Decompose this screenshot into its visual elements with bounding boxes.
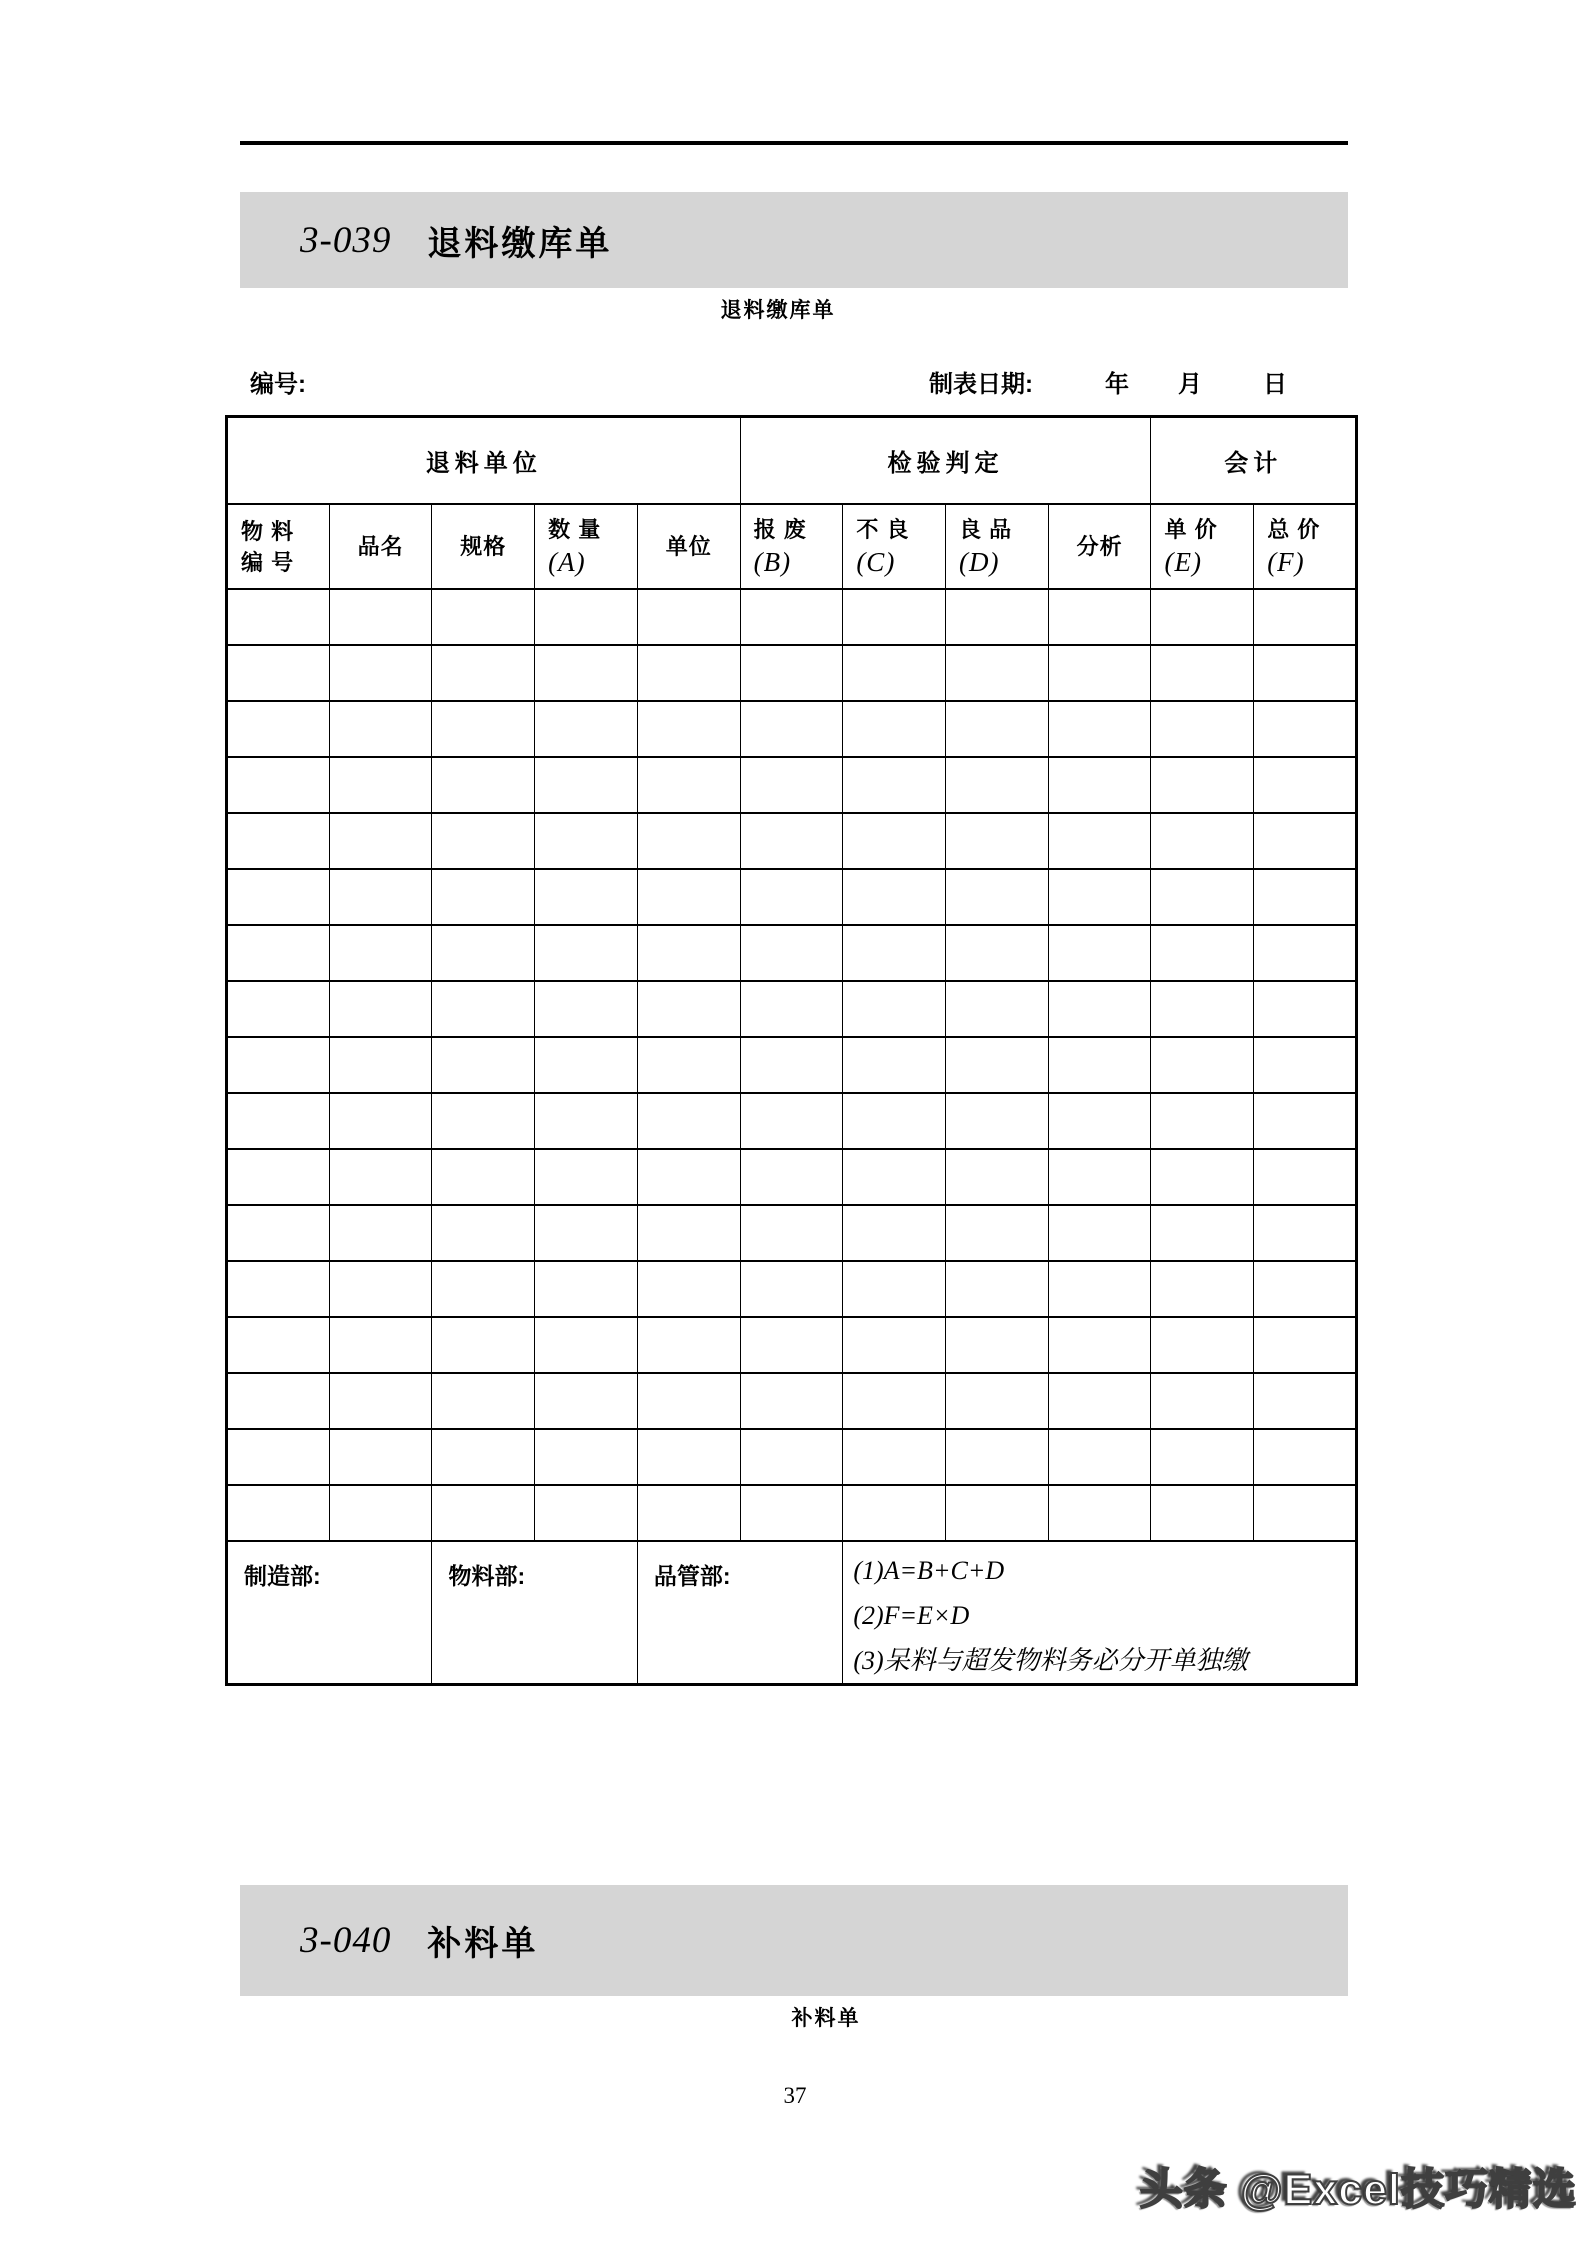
empty-cell bbox=[1254, 1093, 1357, 1149]
empty-cell bbox=[1254, 1149, 1357, 1205]
empty-cell bbox=[227, 701, 330, 757]
empty-cell bbox=[1048, 1093, 1151, 1149]
empty-cell bbox=[1048, 869, 1151, 925]
col-header-scrap-b: 报 废 (B) bbox=[740, 504, 843, 589]
empty-cell bbox=[1151, 869, 1254, 925]
empty-cell bbox=[1151, 1093, 1254, 1149]
empty-cell bbox=[329, 1485, 432, 1541]
empty-cell bbox=[946, 1373, 1049, 1429]
col-header-spec: 规格 bbox=[432, 504, 535, 589]
empty-cell bbox=[1151, 1485, 1254, 1541]
empty-cell bbox=[535, 645, 638, 701]
section-code: 3-040 bbox=[300, 1920, 392, 1961]
empty-cell bbox=[1151, 1149, 1254, 1205]
empty-cell bbox=[329, 1205, 432, 1261]
group-header-row bbox=[227, 417, 1357, 505]
column-header-row bbox=[227, 504, 1357, 589]
empty-cell bbox=[1254, 589, 1357, 645]
empty-cell bbox=[637, 981, 740, 1037]
empty-cell bbox=[843, 1317, 946, 1373]
empty-cell bbox=[432, 757, 535, 813]
empty-cell bbox=[843, 589, 946, 645]
empty-cell bbox=[1048, 645, 1151, 701]
empty-cell bbox=[432, 981, 535, 1037]
empty-cell bbox=[227, 645, 330, 701]
empty-cell bbox=[432, 701, 535, 757]
empty-cell bbox=[1151, 1205, 1254, 1261]
empty-cell bbox=[740, 645, 843, 701]
empty-cell bbox=[1254, 701, 1357, 757]
empty-cell bbox=[1254, 1261, 1357, 1317]
section-heading-3-039 bbox=[240, 192, 1348, 288]
empty-cell bbox=[227, 981, 330, 1037]
empty-cell bbox=[740, 701, 843, 757]
empty-cell bbox=[740, 1037, 843, 1093]
empty-cell bbox=[227, 869, 330, 925]
empty-cell bbox=[1254, 925, 1357, 981]
empty-cell bbox=[329, 869, 432, 925]
empty-cell bbox=[227, 925, 330, 981]
quality-dept-label: 品管部: bbox=[637, 1541, 842, 1685]
empty-cell bbox=[1048, 1205, 1151, 1261]
table-row bbox=[227, 589, 1357, 645]
empty-cell bbox=[946, 925, 1049, 981]
empty-cell bbox=[1151, 925, 1254, 981]
empty-cell bbox=[637, 1317, 740, 1373]
empty-cell bbox=[843, 1373, 946, 1429]
empty-cell bbox=[227, 1317, 330, 1373]
empty-cell bbox=[432, 1261, 535, 1317]
empty-cell bbox=[535, 1373, 638, 1429]
col-header-item-name: 品名 bbox=[329, 504, 432, 589]
empty-cell bbox=[946, 1485, 1049, 1541]
group-inspection: 检验判定 bbox=[740, 417, 1151, 505]
empty-cell bbox=[1048, 1261, 1151, 1317]
empty-cell bbox=[1048, 925, 1151, 981]
empty-cell bbox=[740, 589, 843, 645]
form-title: 退料缴库单 bbox=[720, 299, 836, 322]
empty-cell bbox=[946, 1429, 1049, 1485]
empty-cell bbox=[637, 645, 740, 701]
empty-cell bbox=[637, 813, 740, 869]
empty-cell bbox=[1254, 1037, 1357, 1093]
empty-cell bbox=[1048, 1037, 1151, 1093]
empty-cell bbox=[637, 1373, 740, 1429]
empty-cell bbox=[1151, 701, 1254, 757]
date-label: 制表日期: bbox=[929, 371, 1033, 398]
empty-cell bbox=[637, 1261, 740, 1317]
empty-cell bbox=[843, 1429, 946, 1485]
empty-cell bbox=[946, 701, 1049, 757]
empty-cell bbox=[329, 701, 432, 757]
empty-cell bbox=[1048, 1485, 1151, 1541]
empty-cell bbox=[637, 1149, 740, 1205]
empty-cell bbox=[227, 1205, 330, 1261]
empty-cell bbox=[432, 589, 535, 645]
empty-cell bbox=[432, 1205, 535, 1261]
empty-cell bbox=[432, 813, 535, 869]
empty-cell bbox=[329, 925, 432, 981]
empty-cell bbox=[637, 1485, 740, 1541]
empty-cell bbox=[535, 1093, 638, 1149]
empty-cell bbox=[843, 925, 946, 981]
table-row bbox=[227, 1429, 1357, 1485]
empty-cell bbox=[329, 1373, 432, 1429]
empty-cell bbox=[227, 589, 330, 645]
empty-cell bbox=[432, 925, 535, 981]
table-row bbox=[227, 1037, 1357, 1093]
table-row bbox=[227, 1149, 1357, 1205]
page-number: 37 bbox=[783, 2083, 807, 2108]
empty-cell bbox=[637, 589, 740, 645]
empty-cell bbox=[535, 1317, 638, 1373]
empty-cell bbox=[1048, 813, 1151, 869]
empty-cell bbox=[535, 1429, 638, 1485]
empty-cell bbox=[1151, 981, 1254, 1037]
empty-cell bbox=[535, 1149, 638, 1205]
empty-cell bbox=[843, 1037, 946, 1093]
empty-cell bbox=[535, 1485, 638, 1541]
empty-cell bbox=[740, 925, 843, 981]
empty-cell bbox=[432, 1317, 535, 1373]
empty-cell bbox=[432, 1149, 535, 1205]
table-row bbox=[227, 701, 1357, 757]
empty-cell bbox=[946, 1037, 1049, 1093]
empty-cell bbox=[637, 757, 740, 813]
empty-cell bbox=[1151, 757, 1254, 813]
empty-cell bbox=[227, 813, 330, 869]
table-row bbox=[227, 981, 1357, 1037]
empty-cell bbox=[637, 701, 740, 757]
empty-cell bbox=[843, 757, 946, 813]
empty-cell bbox=[1254, 869, 1357, 925]
empty-cell bbox=[946, 869, 1049, 925]
header-rule bbox=[240, 141, 1348, 145]
empty-cell bbox=[1254, 757, 1357, 813]
empty-cell bbox=[227, 1037, 330, 1093]
empty-cell bbox=[843, 1261, 946, 1317]
group-accounting: 会计 bbox=[1151, 417, 1357, 505]
empty-cell bbox=[740, 1149, 843, 1205]
empty-cell bbox=[329, 589, 432, 645]
empty-cell bbox=[946, 1149, 1049, 1205]
empty-cell bbox=[637, 1093, 740, 1149]
section-title: 退料缴库单 bbox=[427, 224, 613, 263]
empty-cell bbox=[329, 1037, 432, 1093]
note-separate-slips: (3)呆料与超发物料务必分开单独缴 bbox=[853, 1646, 1248, 1675]
empty-cell bbox=[946, 757, 1049, 813]
empty-cell bbox=[843, 981, 946, 1037]
table-row bbox=[227, 645, 1357, 701]
empty-cell bbox=[637, 925, 740, 981]
table-row bbox=[227, 1261, 1357, 1317]
empty-cell bbox=[1048, 1149, 1151, 1205]
table-row bbox=[227, 1485, 1357, 1541]
empty-cell bbox=[1048, 589, 1151, 645]
empty-cell bbox=[740, 1261, 843, 1317]
section-title: 补料单 bbox=[427, 1925, 539, 1963]
empty-cell bbox=[843, 1485, 946, 1541]
empty-cell bbox=[535, 1205, 638, 1261]
empty-cell bbox=[1254, 813, 1357, 869]
empty-cell bbox=[1151, 1037, 1254, 1093]
col-header-unit-price-e: 单 价 (E) bbox=[1151, 504, 1254, 589]
empty-cell bbox=[1254, 1205, 1357, 1261]
empty-cell bbox=[432, 1037, 535, 1093]
empty-cell bbox=[1151, 1261, 1254, 1317]
empty-cell bbox=[432, 869, 535, 925]
next-form-title: 补料单 bbox=[791, 2007, 861, 2030]
empty-cell bbox=[432, 1093, 535, 1149]
empty-cell bbox=[946, 1317, 1049, 1373]
empty-cell bbox=[535, 1037, 638, 1093]
empty-cell bbox=[1048, 1429, 1151, 1485]
empty-cell bbox=[329, 1149, 432, 1205]
table-row bbox=[227, 1317, 1357, 1373]
empty-cell bbox=[432, 1429, 535, 1485]
empty-cell bbox=[740, 1373, 843, 1429]
empty-cell bbox=[1254, 1373, 1357, 1429]
empty-cell bbox=[432, 645, 535, 701]
empty-cell bbox=[535, 757, 638, 813]
empty-cell bbox=[329, 1093, 432, 1149]
empty-cell bbox=[1151, 813, 1254, 869]
empty-cell bbox=[637, 869, 740, 925]
col-header-quantity-a: 数 量 (A) bbox=[535, 504, 638, 589]
col-header-analysis: 分析 bbox=[1048, 504, 1151, 589]
empty-cell bbox=[843, 1093, 946, 1149]
col-header-material-no: 物 料 编 号 bbox=[227, 504, 330, 589]
date-unit-year: 年 bbox=[1105, 371, 1129, 398]
empty-cell bbox=[329, 1317, 432, 1373]
empty-cell bbox=[535, 701, 638, 757]
empty-cell bbox=[329, 981, 432, 1037]
table-row bbox=[227, 813, 1357, 869]
empty-cell bbox=[637, 1037, 740, 1093]
empty-cell bbox=[1254, 1429, 1357, 1485]
empty-cell bbox=[329, 645, 432, 701]
empty-cell bbox=[1254, 1317, 1357, 1373]
col-header-good-d: 良 品 (D) bbox=[946, 504, 1049, 589]
empty-cell bbox=[740, 981, 843, 1037]
empty-cell bbox=[740, 1317, 843, 1373]
empty-cell bbox=[1048, 1373, 1151, 1429]
signature-row bbox=[227, 1541, 1357, 1685]
empty-cell bbox=[946, 981, 1049, 1037]
empty-cell bbox=[740, 757, 843, 813]
empty-cell bbox=[843, 645, 946, 701]
watermark-text: 头条 @Excel技巧精选 bbox=[1139, 2166, 1577, 2214]
table-row bbox=[227, 757, 1357, 813]
empty-cell bbox=[946, 1205, 1049, 1261]
empty-cell bbox=[946, 813, 1049, 869]
empty-cell bbox=[1151, 645, 1254, 701]
group-return-unit: 退料单位 bbox=[227, 417, 741, 505]
empty-cell bbox=[637, 1429, 740, 1485]
empty-cell bbox=[1254, 1485, 1357, 1541]
empty-cell bbox=[329, 757, 432, 813]
empty-cell bbox=[227, 1149, 330, 1205]
empty-cell bbox=[535, 1261, 638, 1317]
empty-cell bbox=[740, 813, 843, 869]
empty-cell bbox=[1048, 1317, 1151, 1373]
empty-cell bbox=[432, 1485, 535, 1541]
empty-cell bbox=[946, 1261, 1049, 1317]
manufacturing-dept-label: 制造部: bbox=[227, 1541, 432, 1685]
empty-cell bbox=[740, 869, 843, 925]
empty-cell bbox=[637, 1205, 740, 1261]
empty-cell bbox=[946, 645, 1049, 701]
form-meta-row bbox=[225, 364, 1358, 400]
empty-cell bbox=[843, 1149, 946, 1205]
empty-cell bbox=[843, 869, 946, 925]
empty-cell bbox=[432, 1373, 535, 1429]
empty-cell bbox=[535, 813, 638, 869]
col-header-defective-c: 不 良 (C) bbox=[843, 504, 946, 589]
empty-cell bbox=[1254, 645, 1357, 701]
empty-cell bbox=[946, 589, 1049, 645]
empty-cell bbox=[1254, 981, 1357, 1037]
empty-cell bbox=[946, 1093, 1049, 1149]
empty-cell bbox=[535, 869, 638, 925]
empty-cell bbox=[227, 1373, 330, 1429]
section-code: 3-039 bbox=[300, 219, 392, 261]
col-header-total-price-f: 总 价 (F) bbox=[1254, 504, 1357, 589]
note-formula-f: (2)F=E×D bbox=[853, 1601, 970, 1630]
empty-cell bbox=[535, 589, 638, 645]
table-body bbox=[227, 589, 1357, 1541]
return-form-table bbox=[225, 415, 1358, 1686]
col-header-unit: 单位 bbox=[637, 504, 740, 589]
notes-cell bbox=[843, 1541, 1357, 1685]
empty-cell bbox=[1048, 981, 1151, 1037]
empty-cell bbox=[740, 1485, 843, 1541]
empty-cell bbox=[1048, 757, 1151, 813]
empty-cell bbox=[1048, 701, 1151, 757]
section-heading-3-040 bbox=[240, 1885, 1348, 1996]
empty-cell bbox=[843, 701, 946, 757]
material-dept-label: 物料部: bbox=[432, 1541, 637, 1685]
empty-cell bbox=[535, 981, 638, 1037]
empty-cell bbox=[843, 1205, 946, 1261]
empty-cell bbox=[227, 1485, 330, 1541]
table-row bbox=[227, 1093, 1357, 1149]
empty-cell bbox=[843, 813, 946, 869]
table-row bbox=[227, 1205, 1357, 1261]
serial-label: 编号: bbox=[250, 371, 306, 398]
empty-cell bbox=[329, 1429, 432, 1485]
empty-cell bbox=[740, 1093, 843, 1149]
empty-cell bbox=[1151, 1429, 1254, 1485]
empty-cell bbox=[227, 757, 330, 813]
empty-cell bbox=[1151, 1317, 1254, 1373]
date-unit-month: 月 bbox=[1178, 371, 1202, 398]
empty-cell bbox=[227, 1261, 330, 1317]
empty-cell bbox=[227, 1093, 330, 1149]
table-row bbox=[227, 925, 1357, 981]
empty-cell bbox=[740, 1429, 843, 1485]
empty-cell bbox=[535, 925, 638, 981]
empty-cell bbox=[740, 1205, 843, 1261]
empty-cell bbox=[1151, 1373, 1254, 1429]
note-formula-a: (1)A=B+C+D bbox=[853, 1556, 1005, 1585]
date-unit-day: 日 bbox=[1263, 371, 1287, 398]
table-row bbox=[227, 869, 1357, 925]
table-row bbox=[227, 1373, 1357, 1429]
empty-cell bbox=[329, 813, 432, 869]
empty-cell bbox=[1151, 589, 1254, 645]
empty-cell bbox=[227, 1429, 330, 1485]
empty-cell bbox=[329, 1261, 432, 1317]
